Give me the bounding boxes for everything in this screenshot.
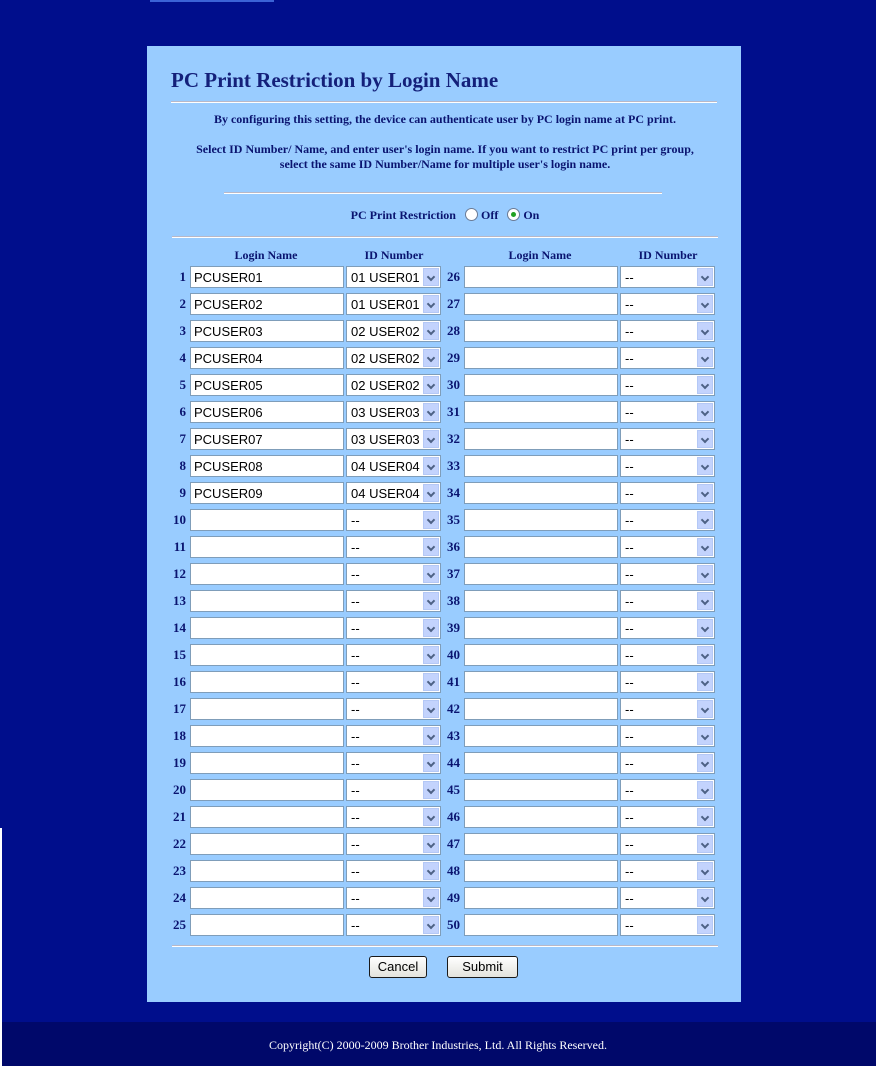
id-number-value: -- [625,270,634,285]
row-number: 43 [447,728,460,743]
row-number: 38 [447,593,460,608]
id-number-select[interactable] [620,401,715,423]
restriction-on-radio[interactable] [507,208,520,221]
login-name-input[interactable] [464,671,618,693]
id-number-value: -- [625,378,634,393]
id-number-select[interactable] [620,752,715,774]
id-number-value: -- [625,459,634,474]
chevron-down-icon[interactable] [697,781,713,799]
row-number: 29 [447,350,460,365]
id-number-value: 04 USER04 [351,459,420,474]
id-number-select[interactable] [346,779,441,801]
id-number-select[interactable] [346,698,441,720]
row-number: 35 [447,512,460,527]
id-number-select[interactable] [620,482,715,504]
chevron-down-icon[interactable] [697,592,713,610]
login-name-input[interactable] [464,617,618,639]
row-number: 4 [179,350,186,365]
login-name-input[interactable] [464,590,618,612]
id-number-value: -- [625,540,634,555]
login-name-input[interactable] [190,725,344,747]
row-number: 45 [447,782,460,797]
row-number: 22 [173,836,186,851]
id-number-select[interactable] [346,293,441,315]
login-name-input[interactable] [190,887,344,909]
chevron-down-icon[interactable] [697,376,713,394]
id-number-value: -- [351,783,360,798]
chevron-down-icon[interactable] [697,916,713,934]
id-number-select[interactable] [346,374,441,396]
id-number-value: -- [625,486,634,501]
row-number: 3 [179,323,186,338]
id-number-value: -- [625,783,634,798]
login-name-input[interactable] [464,401,618,423]
row-number: 10 [173,512,186,527]
row-number: 12 [173,566,186,581]
id-number-value: -- [625,864,634,879]
login-name-input[interactable] [464,752,618,774]
row-number: 46 [447,809,460,824]
id-number-value: 02 USER02 [351,378,420,393]
id-number-select[interactable] [620,617,715,639]
id-number-value: -- [351,621,360,636]
id-number-select[interactable] [620,833,715,855]
login-name-input[interactable] [190,509,344,531]
id-number-value: -- [625,405,634,420]
chevron-down-icon[interactable] [697,457,713,475]
id-number-value: -- [625,891,634,906]
id-number-select[interactable] [346,914,441,936]
chevron-down-icon[interactable] [697,565,713,583]
login-name-input[interactable] [464,455,618,477]
login-name-input[interactable] [190,455,344,477]
id-number-value: -- [625,567,634,582]
id-number-value: 02 USER02 [351,351,420,366]
login-name-input[interactable] [190,617,344,639]
login-name-input[interactable] [464,428,618,450]
id-number-select[interactable] [620,806,715,828]
row-number: 24 [173,890,186,905]
chevron-down-icon[interactable] [697,268,713,286]
restriction-divider [172,236,718,238]
id-number-value: -- [351,891,360,906]
id-number-value: -- [625,351,634,366]
login-name-input[interactable] [190,401,344,423]
login-name-input[interactable] [464,536,618,558]
chevron-down-icon[interactable] [697,727,713,745]
login-name-input[interactable] [464,698,618,720]
login-name-input[interactable] [464,320,618,342]
id-number-select[interactable] [620,725,715,747]
id-number-value: -- [351,810,360,825]
row-number: 31 [447,404,460,419]
login-name-input[interactable] [464,779,618,801]
login-name-input[interactable] [464,563,618,585]
id-number-select[interactable] [620,860,715,882]
row-number: 20 [173,782,186,797]
id-number-select[interactable] [620,887,715,909]
id-number-select[interactable] [620,455,715,477]
id-number-select[interactable] [346,320,441,342]
login-name-input[interactable] [190,914,344,936]
id-number-select[interactable] [620,428,715,450]
id-number-value: 03 USER03 [351,405,420,420]
login-name-input[interactable] [190,806,344,828]
id-number-select[interactable] [346,806,441,828]
chevron-down-icon[interactable] [697,754,713,772]
id-number-value: -- [625,729,634,744]
description-line-1: By configuring this setting, the device can authenticate user by PC login name at PC print. [213,112,677,126]
row-number: 42 [447,701,460,716]
chevron-down-icon[interactable] [697,835,713,853]
id-number-value: -- [351,864,360,879]
row-number: 44 [447,755,460,770]
id-number-select[interactable] [346,563,441,585]
login-name-input[interactable] [464,293,618,315]
id-number-value: -- [351,918,360,933]
id-number-value: -- [625,648,634,663]
id-number-value: -- [625,621,634,636]
id-number-select[interactable] [620,293,715,315]
id-number-select[interactable] [346,617,441,639]
row-number: 50 [447,917,460,932]
pc-print-restriction-row [172,208,718,223]
id-number-value: -- [351,648,360,663]
id-number-select[interactable] [346,752,441,774]
row-number: 30 [447,377,460,392]
row-number: 36 [447,539,460,554]
login-name-input[interactable] [190,833,344,855]
login-name-input[interactable] [190,536,344,558]
login-name-input[interactable] [190,752,344,774]
page-title: PC Print Restriction by Login Name [171,68,499,92]
id-number-select[interactable] [346,644,441,666]
row-number: 9 [179,485,186,500]
chevron-down-icon[interactable] [697,673,713,691]
chevron-down-icon[interactable] [697,430,713,448]
id-number-select[interactable] [346,401,441,423]
id-number-select[interactable] [620,320,715,342]
chevron-down-icon[interactable] [697,619,713,637]
id-number-value: 01 USER01 [351,297,420,312]
id-number-value: -- [351,729,360,744]
login-name-input[interactable] [464,914,618,936]
id-number-select[interactable] [620,779,715,801]
id-number-select[interactable] [620,374,715,396]
row-number: 11 [173,539,186,554]
id-number-value: -- [351,540,360,555]
id-number-select[interactable] [620,266,715,288]
login-name-input[interactable] [464,887,618,909]
row-number: 25 [173,917,186,932]
id-number-select[interactable] [346,482,441,504]
id-number-value: 02 USER02 [351,324,420,339]
id-number-value: -- [625,918,634,933]
chevron-down-icon[interactable] [697,484,713,502]
table-divider [172,945,718,947]
id-number-select[interactable] [620,536,715,558]
login-name-input[interactable] [464,266,618,288]
login-name-input[interactable] [190,482,344,504]
column-header-login-name-left: Login Name [234,248,298,262]
login-name-input[interactable] [190,374,344,396]
row-number: 28 [447,323,460,338]
row-number: 49 [447,890,460,905]
id-number-value: 04 USER04 [351,486,420,501]
login-name-input[interactable] [190,266,344,288]
login-name-input[interactable] [464,509,618,531]
row-number: 14 [173,620,186,635]
id-number-select[interactable] [620,509,715,531]
id-number-value: -- [625,756,634,771]
id-number-select[interactable] [346,725,441,747]
id-number-select[interactable] [620,914,715,936]
column-header-login-name-right: Login Name [508,248,572,262]
login-name-input[interactable] [464,806,618,828]
restriction-on-label[interactable]: On [523,208,540,222]
chevron-down-icon[interactable] [697,349,713,367]
top-nav-tab[interactable] [150,0,274,2]
row-number: 33 [447,458,460,473]
row-number: 17 [173,701,186,716]
row-number: 19 [173,755,186,770]
id-number-value: -- [351,594,360,609]
id-number-value: 01 USER01 [351,270,420,285]
id-number-value: -- [351,567,360,582]
id-number-select[interactable] [346,590,441,612]
chevron-down-icon[interactable] [697,646,713,664]
id-number-select[interactable] [620,347,715,369]
id-number-select[interactable] [346,536,441,558]
description-line-3: select the same ID Number/Name for multiple user's login name. [279,157,611,171]
id-number-value: -- [625,324,634,339]
id-number-select[interactable] [620,644,715,666]
login-name-input[interactable] [190,563,344,585]
login-name-input[interactable] [464,860,618,882]
id-number-select[interactable] [620,671,715,693]
id-number-select[interactable] [620,698,715,720]
row-number: 34 [447,485,460,500]
description-divider [224,192,662,194]
row-number: 6 [179,404,186,419]
column-header-id-number-left: ID Number [364,248,424,262]
row-number: 16 [173,674,186,689]
submit-button[interactable]: Submit [447,956,518,978]
row-number: 37 [447,566,460,581]
chevron-down-icon[interactable] [697,700,713,718]
footer-copyright: Copyright(C) 2000-2009 Brother Industries, Ltd. All Rights Reserved. [269,1038,607,1052]
id-number-value: -- [351,513,360,528]
row-number: 27 [447,296,460,311]
row-number: 26 [447,269,460,284]
cancel-button[interactable]: Cancel [369,956,427,978]
id-number-select[interactable] [620,563,715,585]
restriction-off-label[interactable]: Off [480,208,499,222]
row-number: 15 [173,647,186,662]
row-number: 13 [173,593,186,608]
login-name-input[interactable] [464,644,618,666]
chevron-down-icon[interactable] [697,538,713,556]
chevron-down-icon[interactable] [697,862,713,880]
column-header-id-number-right: ID Number [638,248,698,262]
id-number-select[interactable] [346,509,441,531]
restriction-off-radio[interactable] [465,208,478,221]
login-name-input[interactable] [190,671,344,693]
login-name-input[interactable] [464,482,618,504]
login-name-input[interactable] [190,779,344,801]
chevron-down-icon[interactable] [697,295,713,313]
row-number: 21 [173,809,186,824]
login-name-input[interactable] [464,725,618,747]
login-name-input[interactable] [190,428,344,450]
row-number: 7 [179,431,186,446]
row-number: 40 [447,647,460,662]
row-number: 8 [179,458,186,473]
login-name-input[interactable] [464,347,618,369]
chevron-down-icon[interactable] [697,322,713,340]
login-name-input[interactable] [190,644,344,666]
login-name-input[interactable] [190,860,344,882]
id-number-value: -- [351,837,360,852]
id-number-value: -- [625,837,634,852]
row-number: 32 [447,431,460,446]
id-number-select[interactable] [346,428,441,450]
row-number: 18 [173,728,186,743]
row-number: 47 [447,836,460,851]
id-number-value: 03 USER03 [351,432,420,447]
id-number-select[interactable] [346,887,441,909]
row-number: 2 [179,296,186,311]
pc-print-restriction-label: PC Print Restriction [350,208,456,222]
login-name-input[interactable] [190,293,344,315]
title-divider [171,101,717,103]
id-number-select[interactable] [346,455,441,477]
row-number: 48 [447,863,460,878]
chevron-down-icon[interactable] [697,403,713,421]
page-background-edge [0,0,2,828]
id-number-select[interactable] [346,833,441,855]
id-number-value: -- [625,432,634,447]
login-name-input[interactable] [190,320,344,342]
id-number-value: -- [625,702,634,717]
login-name-input[interactable] [190,590,344,612]
login-name-input[interactable] [190,698,344,720]
login-name-input[interactable] [464,374,618,396]
id-number-select[interactable] [346,671,441,693]
id-number-value: -- [625,513,634,528]
chevron-down-icon[interactable] [697,511,713,529]
row-number: 1 [179,269,186,284]
id-number-select[interactable] [346,266,441,288]
id-number-value: -- [351,702,360,717]
row-number: 41 [447,674,460,689]
id-number-select[interactable] [620,590,715,612]
login-name-input[interactable] [464,833,618,855]
id-number-value: -- [351,756,360,771]
id-number-value: -- [625,810,634,825]
id-number-select[interactable] [346,860,441,882]
description-line-2: Select ID Number/ Name, and enter user's login name. If you want to restrict PC print per group, [196,142,694,156]
row-number: 5 [179,377,186,392]
id-number-value: -- [625,675,634,690]
id-number-value: -- [351,675,360,690]
row-number: 39 [447,620,460,635]
id-number-value: -- [625,594,634,609]
chevron-down-icon[interactable] [697,889,713,907]
id-number-value: -- [625,297,634,312]
row-number: 23 [173,863,186,878]
chevron-down-icon[interactable] [697,808,713,826]
login-name-input[interactable] [190,347,344,369]
id-number-select[interactable] [346,347,441,369]
